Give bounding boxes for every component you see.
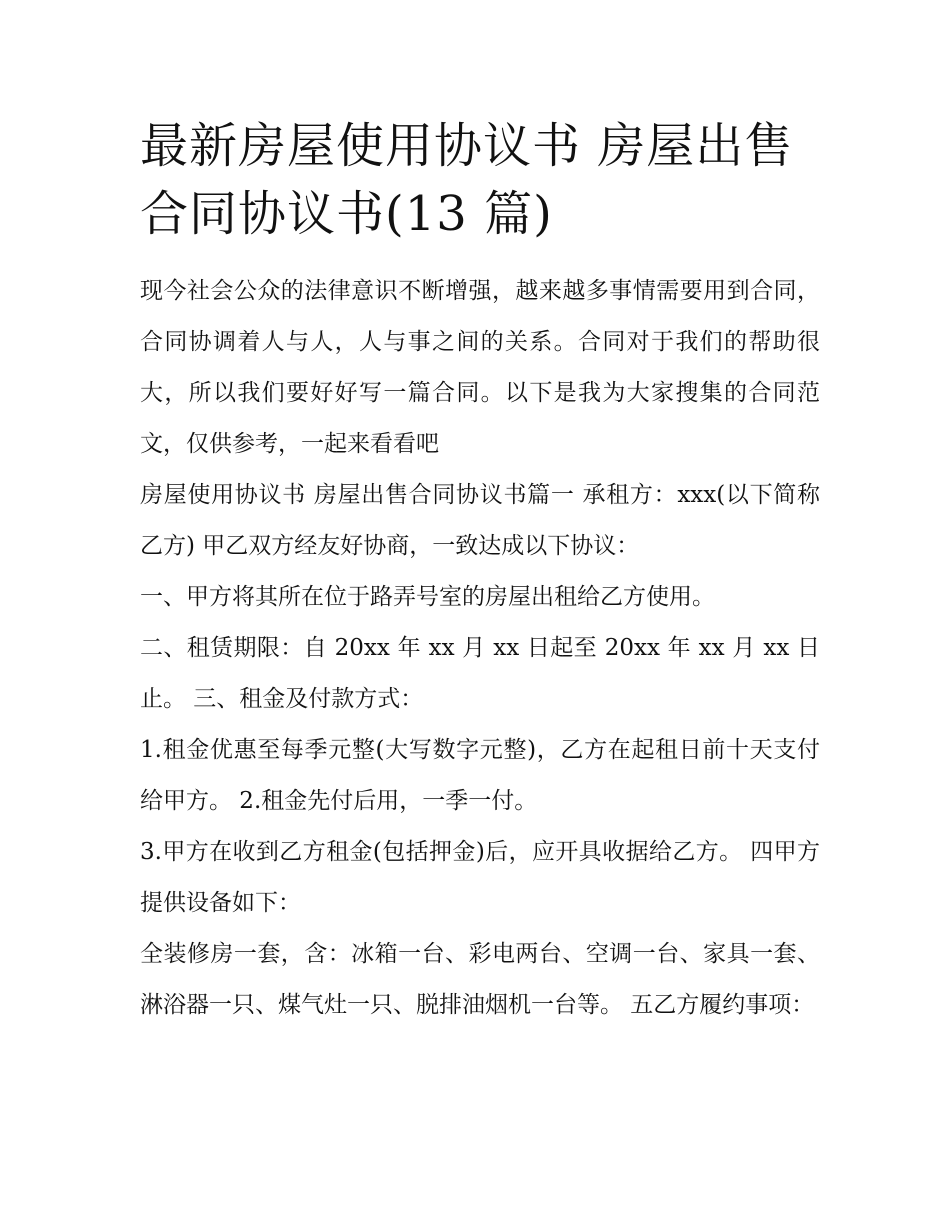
paragraph-rent-3: 3.甲方在收到乙方租金(包括押金)后，应开具收据给乙方。 四甲方提供设备如下： [140, 839, 820, 916]
paragraph-clause-2: 二、租赁期限：自 20xx 年 xx 月 xx 日起至 20xx 年 xx 月 xx 日止。 三、租金及付款方式： [140, 635, 820, 712]
paragraph-parties: 房屋使用协议书 房屋出售合同协议书篇一 承租方：xxx(以下简称乙方) 甲乙双方经友好协商，一致达成以下协议： [140, 482, 820, 559]
document-title: 最新房屋使用协议书 房屋出售合同协议书(13 篇) [140, 118, 794, 242]
paragraph-clause-1: 一、甲方将其所在位于路弄号室的房屋出租给乙方使用。 [140, 584, 715, 610]
paragraph-rent-1: 1.租金优惠至每季元整(大写数字元整)，乙方在起租日前十天支付给甲方。 2.租金先付后用，一季一付。 [140, 737, 820, 814]
paragraph-intro: 现今社会公众的法律意识不断增强，越来越多事情需要用到合同，合同协调着人与人，人与事之间的关系。合同对于我们的帮助很大，所以我们要好好写一篇合同。以下是我为大家搜集的合同范文，仅供参考，一起来看看吧 [140, 278, 820, 457]
paragraph-equipment: 全装修房一套，含：冰箱一台、彩电两台、空调一台、家具一套、淋浴器一只、煤气灶一只、脱排油烟机一台等。 五乙方履约事项： [140, 941, 820, 1018]
document-page [140, 112, 820, 1031]
